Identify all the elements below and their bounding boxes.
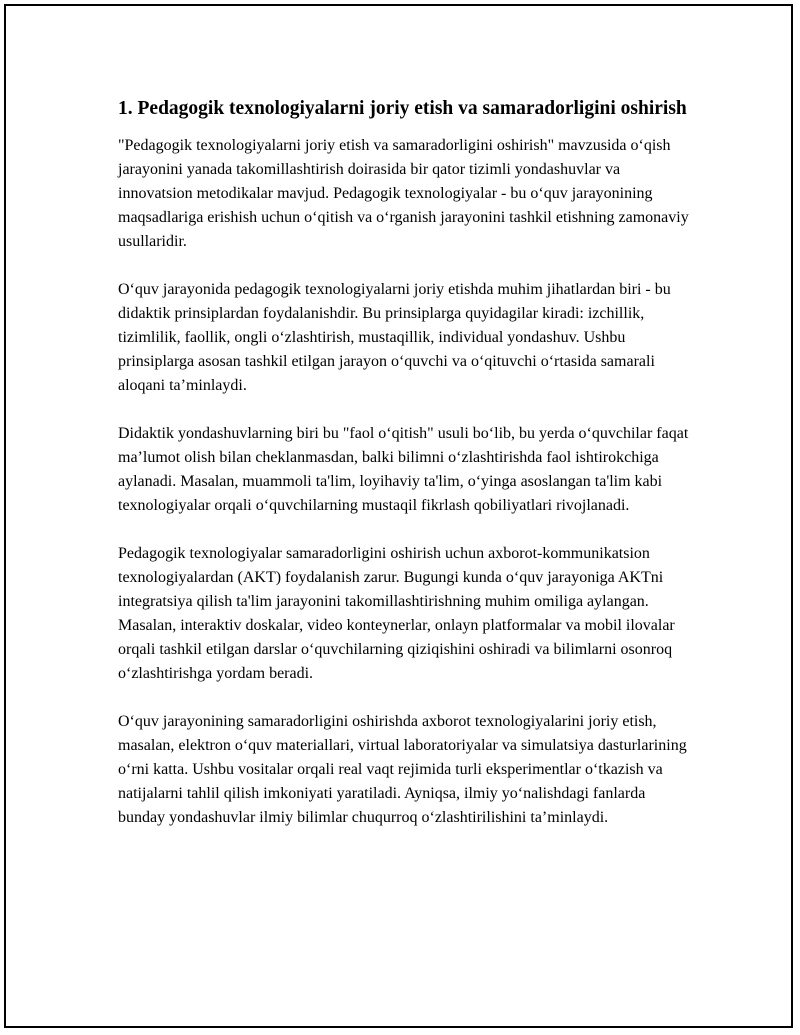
paragraph-1: "Pedagogik texnologiyalarni joriy etish va samaradorligini oshirish" mavzusida oʻqish jarayonini yanada takomillashtirish doirasida bir qator tizimli yondashuvlar va innovatsion metodikalar mavjud. Pedagogik texnologiyalar - bu oʻquv jarayonining maqsadlariga erishish uchun oʻqitish va oʻrganish jarayonini tashkil etishning zamonaviy usullaridir. bbox=[118, 137, 689, 250]
paragraph-3: Didaktik yondashuvlarning biri bu "faol oʻqitish" usuli boʻlib, bu yerda oʻquvchilar faqat maʼlumot olish bilan cheklanmasdan, balki bilimni oʻzlashtirishda faol ishtirokchiga aylanadi. Masalan, muammoli ta'lim, loyihaviy ta'lim, oʻyinga asoslangan ta'lim kabi texnologiyalar orqali oʻquvchilarning mustaqil fikrlash qobiliyatlari rivojlanadi. bbox=[118, 425, 689, 514]
document-body bbox=[118, 95, 693, 854]
paragraph-4: Pedagogik texnologiyalar samaradorligini oshirish uchun axborot-kommunikatsion texnologiyalardan (AKT) foydalanish zarur. Bugungi kunda oʻquv jarayoniga AKTni integratsiya qilish ta'lim jarayonini takomillashtirishning muhim omiliga aylangan. Masalan, interaktiv doskalar, video konteynerlar, onlayn platformalar va mobil ilovalar orqali tashkil etilgan darslar oʻquvchilarning qiziqishini oshiradi va bilimlarni osonroq oʻzlashtirishga yordam beradi. bbox=[118, 545, 675, 682]
section-heading: 1. Pedagogik texnologiyalarni joriy etish va samaradorligini oshirish bbox=[118, 98, 687, 119]
paragraph-5: Oʻquv jarayonining samaradorligini oshirishda axborot texnologiyalarini joriy etish, masalan, elektron oʻquv materiallari, virtual laboratoriyalar va simulatsiya dasturlarining oʻrni katta. Ushbu vositalar orqali real vaqt rejimida turli eksperimentlar oʻtkazish va natijalarni tahlil qilish imkoniyati yaratiladi. Ayniqsa, ilmiy yoʻnalishdagi fanlarda bunday yondashuvlar ilmiy bilimlar chuqurroq oʻzlashtirilishini taʼminlaydi. bbox=[118, 713, 687, 826]
paragraph-2: Oʻquv jarayonida pedagogik texnologiyalarni joriy etishda muhim jihatlardan biri - bu didaktik prinsiplardan foydalanishdir. Bu prinsiplarga quyidagilar kiradi: izchillik, tizimlilik, faollik, ongli oʻzlashtirish, mustaqillik, individual yondashuv. Ushbu prinsiplarga asosan tashkil etilgan jarayon oʻquvchi va oʻqituvchi oʻrtasida samarali aloqani taʼminlaydi. bbox=[118, 281, 671, 394]
